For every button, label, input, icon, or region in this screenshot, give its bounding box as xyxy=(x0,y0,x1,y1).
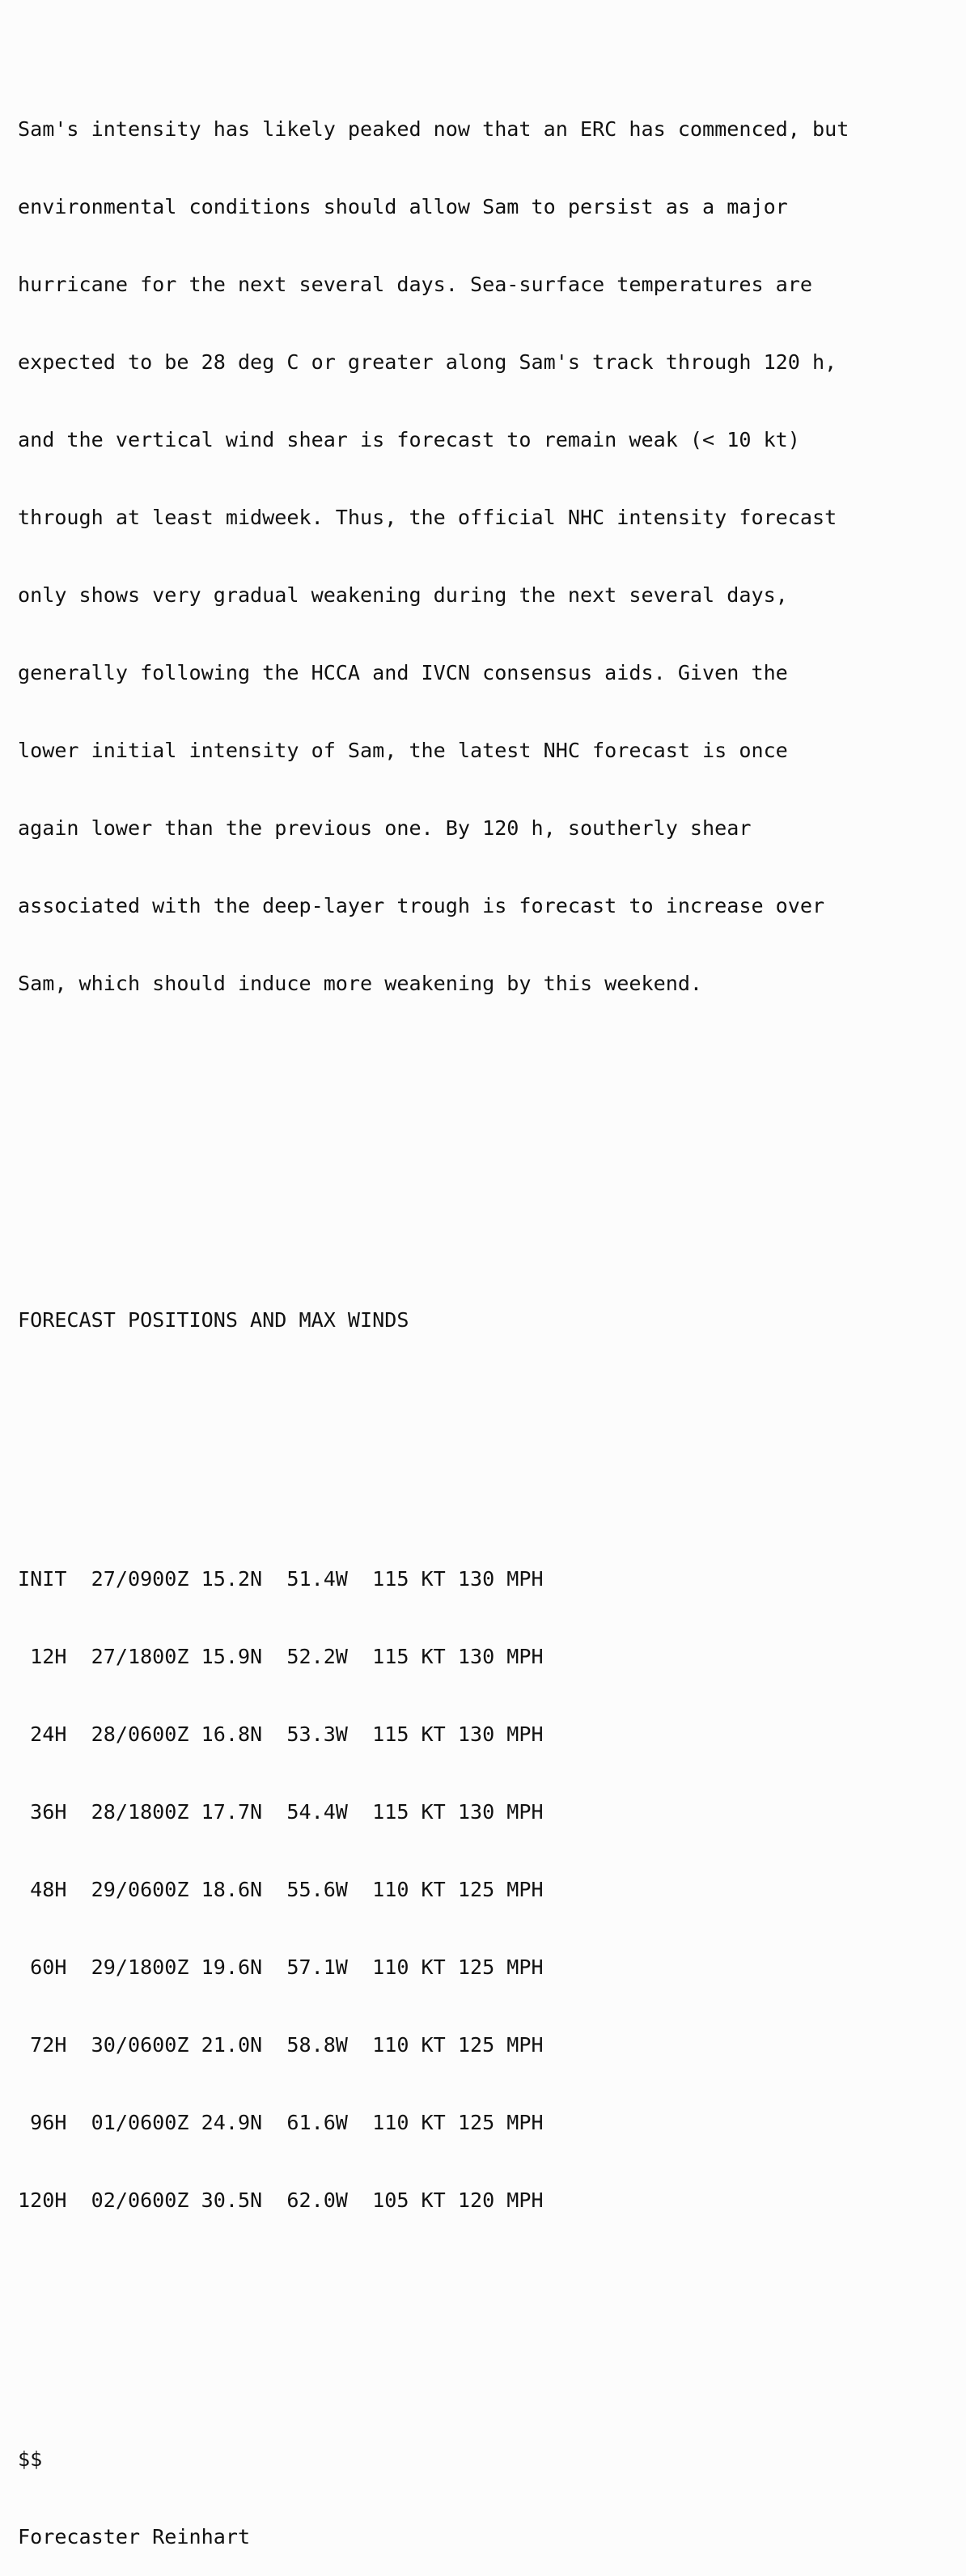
forecast-row: 120H 02/0600Z 30.5N 62.0W 105 KT 120 MPH xyxy=(18,2188,544,2212)
blank-line xyxy=(18,1126,849,1152)
forecast-row: 12H 27/1800Z 15.9N 52.2W 115 KT 130 MPH xyxy=(18,1645,544,1668)
paragraph-line: only shows very gradual weakening during the next several days, xyxy=(18,583,788,607)
paragraph-line: associated with the deep-layer trough is forecast to increase over xyxy=(18,894,825,917)
forecast-row: 60H 29/1800Z 19.6N 57.1W 110 KT 125 MPH xyxy=(18,1955,544,1979)
blank-line xyxy=(18,1204,849,1230)
forecast-row: 24H 28/0600Z 16.8N 53.3W 115 KT 130 MPH xyxy=(18,1722,544,1746)
forecast-row: 48H 29/0600Z 18.6N 55.6W 110 KT 125 MPH xyxy=(18,1878,544,1901)
paragraph-line: and the vertical wind shear is forecast to remain weak (< 10 kt) xyxy=(18,428,800,451)
forecast-table xyxy=(18,1515,849,2265)
forecast-row: INIT 27/0900Z 15.2N 51.4W 115 KT 130 MPH xyxy=(18,1567,544,1591)
discussion-paragraph xyxy=(18,65,849,1049)
paragraph-line: hurricane for the next several days. Sea-surface temperatures are xyxy=(18,273,813,296)
paragraph-line: generally following the HCCA and IVCN consensus aids. Given the xyxy=(18,661,788,684)
advisory-document xyxy=(18,13,849,2576)
blank-line xyxy=(18,2343,849,2369)
forecast-row: 96H 01/0600Z 24.9N 61.6W 110 KT 125 MPH xyxy=(18,2111,544,2134)
forecast-row: 72H 30/0600Z 21.0N 58.8W 110 KT 125 MPH xyxy=(18,2033,544,2057)
paragraph-line: again lower than the previous one. By 120 h, southerly shear xyxy=(18,816,752,840)
paragraph-line: environmental conditions should allow Sam to persist as a major xyxy=(18,195,788,218)
paragraph-line: Sam, which should induce more weakening by this weekend. xyxy=(18,972,703,995)
paragraph-line: through at least midweek. Thus, the official NHC intensity forecast xyxy=(18,506,837,529)
paragraph-line: expected to be 28 deg C or greater along Sam's track through 120 h, xyxy=(18,350,837,374)
message-terminator: $$ xyxy=(18,2447,43,2471)
forecaster-signature: Forecaster Reinhart xyxy=(18,2525,251,2548)
forecast-row: 36H 28/1800Z 17.7N 54.4W 115 KT 130 MPH xyxy=(18,1800,544,1824)
blank-line xyxy=(18,1411,849,1437)
paragraph-line: Sam's intensity has likely peaked now that an ERC has commenced, but xyxy=(18,117,849,141)
paragraph-line: lower initial intensity of Sam, the latest NHC forecast is once xyxy=(18,739,788,762)
forecast-header: FORECAST POSITIONS AND MAX WINDS xyxy=(18,1308,409,1332)
